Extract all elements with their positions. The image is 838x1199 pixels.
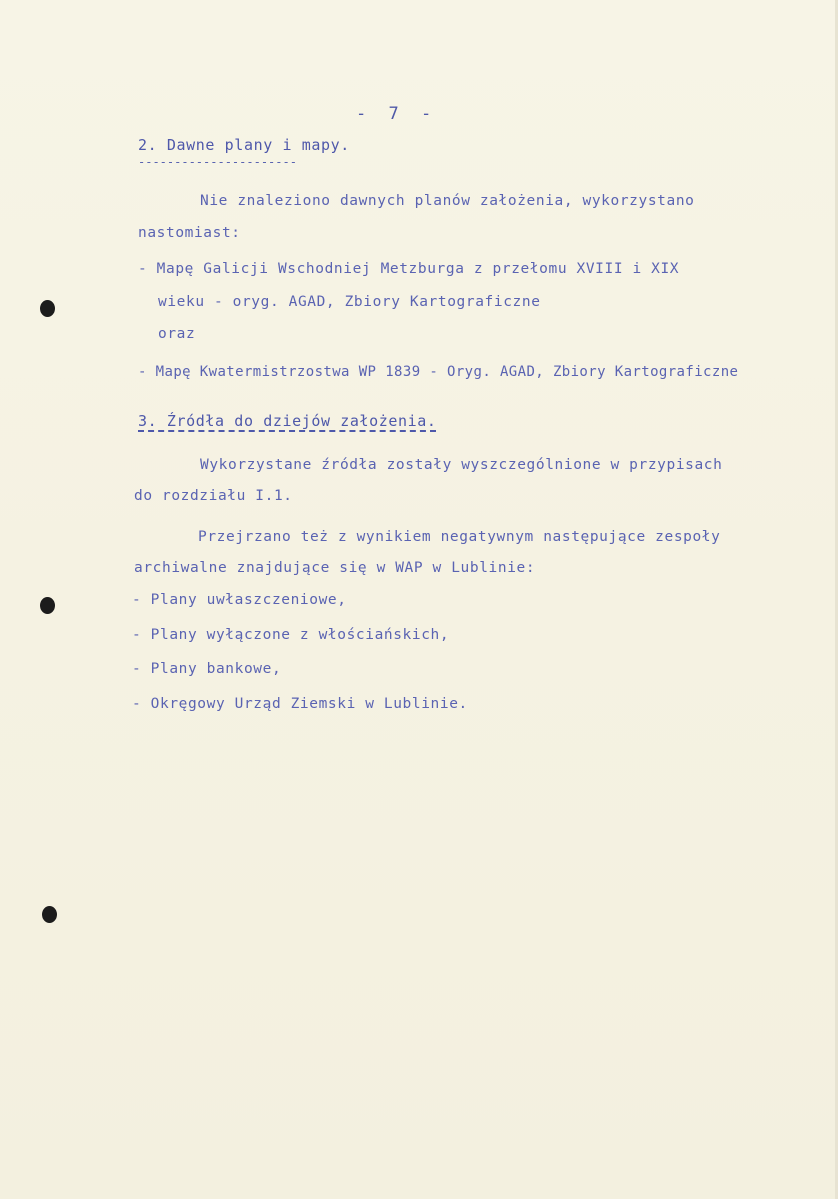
section-3-list-item-2: - Plany wyłączone z włościańskich,	[132, 627, 450, 643]
section-2-list-item-2: - Mapę Kwatermistrzostwa WP 1839 - Oryg. AGAD, Zbiory Kartograficzne	[138, 364, 739, 380]
section-3-list-item-3: - Plany bankowe,	[132, 661, 282, 677]
section-2-conjunction: oraz	[158, 326, 196, 342]
section-3-paragraph-2-line-2: archiwalne znajdujące się w WAP w Lublinie:	[134, 560, 536, 576]
section-3-list-item-1: - Plany uwłaszczeniowe,	[132, 592, 347, 608]
section-3-paragraph-1-line-1: Wykorzystane źródła zostały wyszczególnione w przypisach	[200, 457, 723, 473]
section-2-underline: ----------------------	[138, 155, 297, 169]
section-3-heading: 3. Źródła do dziejów założenia.	[138, 412, 437, 430]
section-3-paragraph-2-line-1: Przejrzano też z wynikiem negatywnym następujące zespoły	[198, 529, 721, 545]
binder-hole-top	[40, 300, 55, 317]
binder-hole-bottom	[42, 906, 57, 923]
section-2-list-item-1-line-1: - Mapę Galicji Wschodniej Metzburga z przełomu XVIII i XIX	[138, 261, 680, 277]
section-2-paragraph-line-2: nastomiast:	[138, 225, 241, 241]
section-3-list-item-4: - Okręgowy Urząd Ziemski w Lublinie.	[132, 696, 468, 712]
section-2-heading: 2. Dawne plany i mapy.	[138, 136, 350, 154]
section-2-paragraph-line-1: Nie znaleziono dawnych planów założenia, wykorzystano	[200, 193, 695, 209]
binder-hole-middle	[40, 597, 55, 614]
section-2-list-item-1-line-2: wieku - oryg. AGAD, Zbiory Kartograficzne	[158, 294, 541, 310]
section-3-paragraph-1-line-2: do rozdziału I.1.	[134, 488, 293, 504]
page-number: - 7 -	[356, 104, 438, 124]
